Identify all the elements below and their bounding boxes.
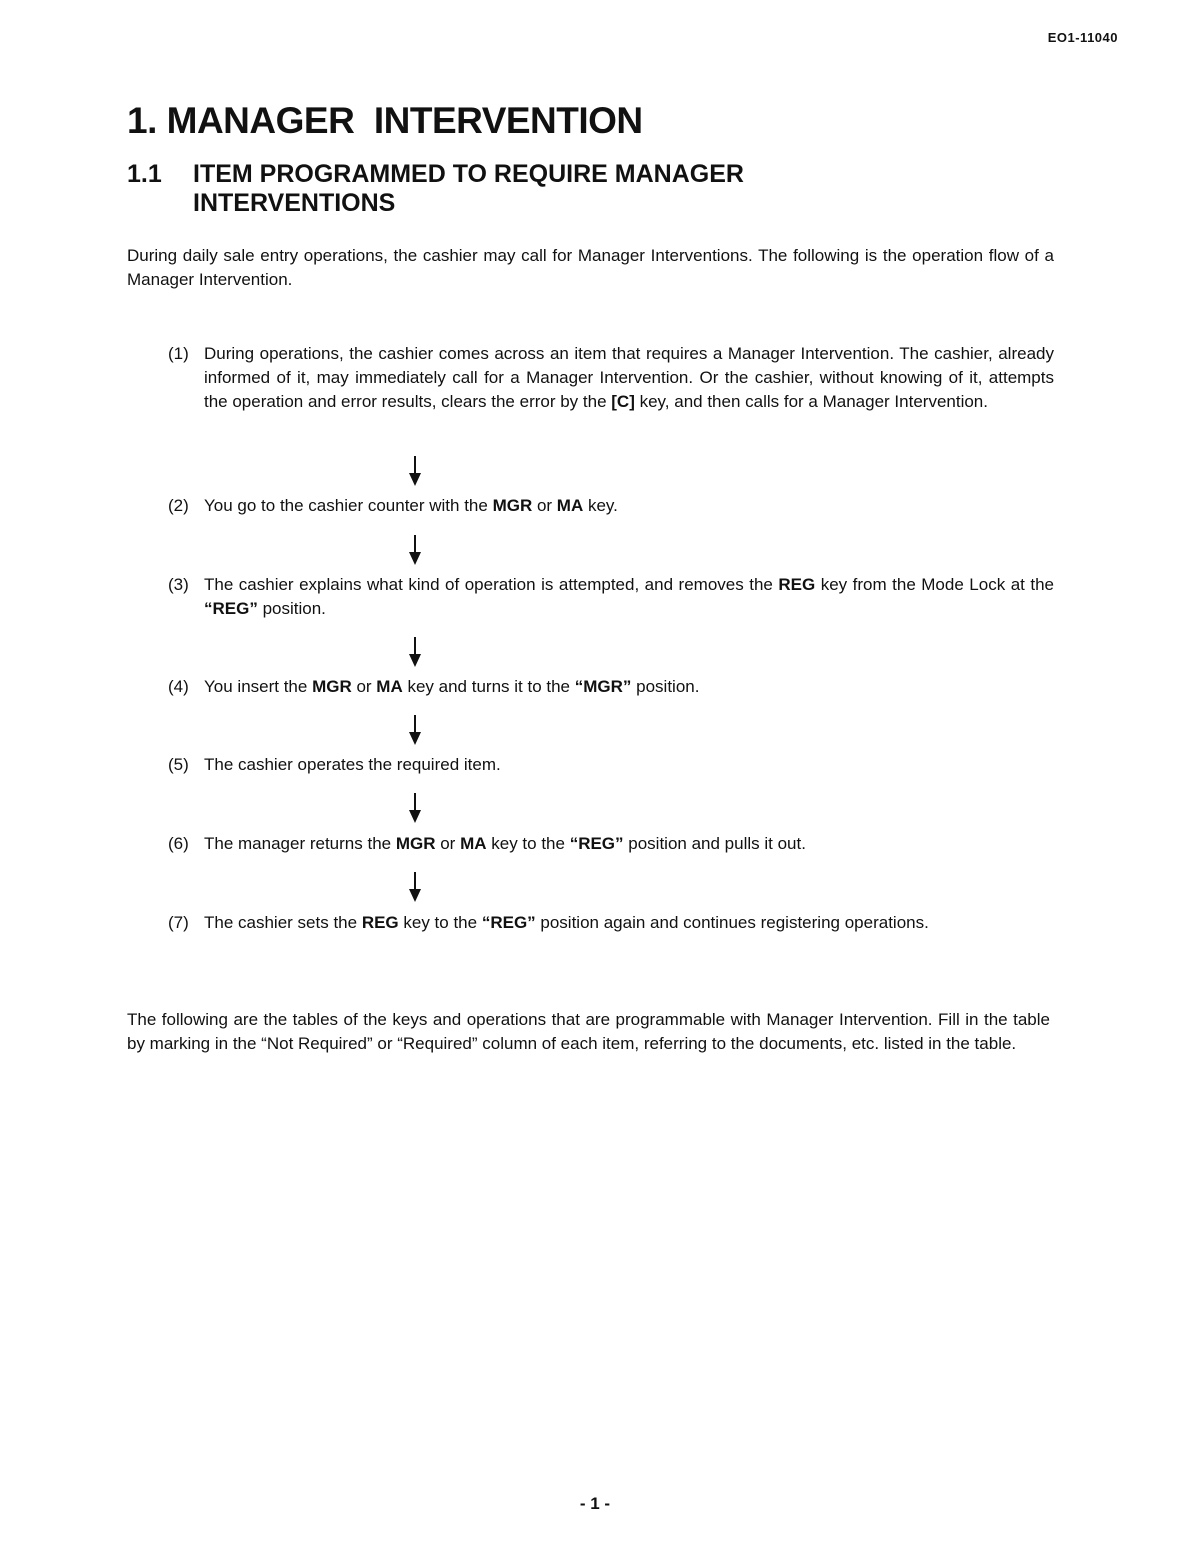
flow-step-5 [168, 753, 1054, 777]
flow-arrow-down-icon [406, 535, 424, 565]
step-marker: (2) [168, 496, 189, 515]
flow-step-6 [168, 832, 1054, 856]
flow-arrow-down-icon [406, 637, 424, 667]
flow-step-1 [168, 342, 1054, 414]
step-text: The cashier operates the required item. [204, 755, 501, 774]
section-heading [127, 160, 873, 218]
step-marker: (5) [168, 755, 189, 774]
flow-step-2 [168, 494, 1054, 518]
step-marker: (3) [168, 575, 189, 594]
section-title: ITEM PROGRAMMED TO REQUIRE MANAGER INTERVENTIONS [193, 160, 744, 217]
flow-step-4 [168, 675, 1054, 699]
flow-arrow-down-icon [406, 456, 424, 486]
page-number: - 1 - [579, 1494, 611, 1513]
flow-arrow-down-icon [406, 793, 424, 823]
flow-arrow-down-icon [406, 872, 424, 902]
step-text: You go to the cashier counter with the MGR or MA key. [204, 496, 618, 515]
document-code: EO1-11040 [1047, 30, 1118, 45]
step-marker: (6) [168, 834, 189, 853]
step-text: The cashier sets the REG key to the “REG” position again and continues registering operations. [204, 913, 929, 932]
step-text: The manager returns the MGR or MA key to the “REG” position and pulls it out. [204, 834, 806, 853]
chapter-title: 1. MANAGER INTERVENTION [127, 100, 643, 141]
step-text: The cashier explains what kind of operation is attempted, and removes the REG key from the Mode Lock at the “REG” position. [204, 575, 1054, 618]
flow-step-3 [168, 573, 1054, 621]
step-marker: (1) [168, 344, 189, 363]
section-number: 1.1 [127, 160, 162, 188]
step-text: You insert the MGR or MA key and turns it to the “MGR” position. [204, 677, 700, 696]
tables-intro-paragraph: The following are the tables of the keys and operations that are programmable with Manager Intervention. Fill in the table by marking in the “Not Required” or “Required” column of each item, referring to the documents, etc. listed in the table. [127, 1010, 1050, 1053]
step-marker: (4) [168, 677, 189, 696]
step-text: During operations, the cashier comes across an item that requires a Manager Intervention. The cashier, already informed of it, may immediately call for a Manager Intervention. Or the cashier, without knowing of it, attempts the operation and error results, clears the error by the [C] key, and then calls for a Manager Intervention. [204, 344, 1054, 411]
flow-step-7 [168, 911, 1054, 935]
flow-arrow-down-icon [406, 715, 424, 745]
step-marker: (7) [168, 913, 189, 932]
intro-paragraph: During daily sale entry operations, the cashier may call for Manager Interventions. The following is the operation flow of a Manager Intervention. [127, 246, 1054, 289]
